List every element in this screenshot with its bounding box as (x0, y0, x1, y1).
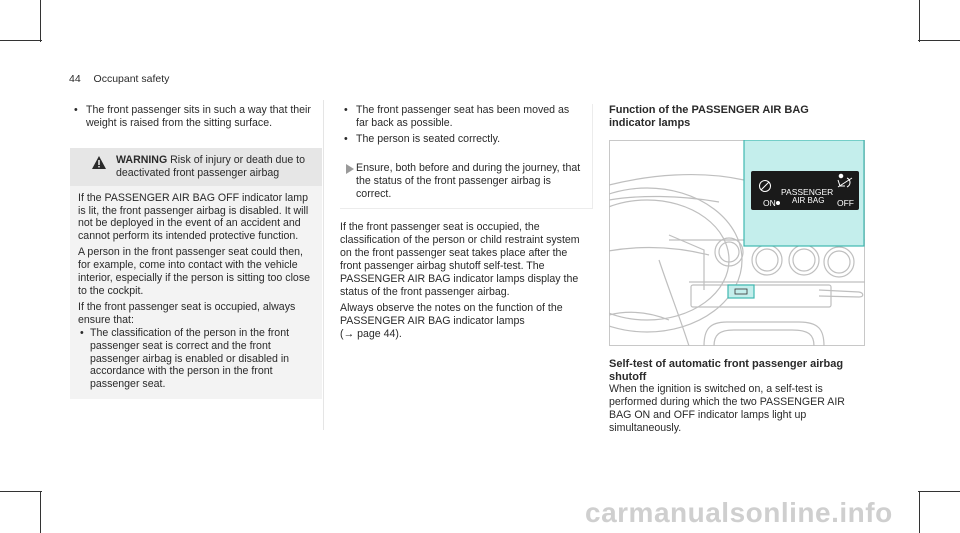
page-number: 44 (69, 73, 81, 85)
warning-icon (92, 156, 106, 169)
section-title: Occupant safety (93, 73, 170, 85)
on-label: ON (763, 198, 776, 208)
column-3 (609, 104, 869, 129)
step-arrow-icon (346, 164, 354, 174)
dashboard-figure (609, 140, 865, 346)
list-item: • The front passenger seat has been moved as far back as possible. (340, 104, 582, 130)
crop-mark (919, 0, 920, 42)
warning-title: Risk of injury or death due to deactivated front passenger airbag (116, 153, 306, 179)
crop-mark (40, 491, 41, 533)
airbag-label: AIR BAG (792, 196, 825, 205)
list-box (340, 104, 593, 209)
column-divider (323, 100, 324, 430)
paragraph: Always observe the notes on the function of the PASSENGER AIR BAG indicator lamps (→ page 44). (340, 301, 563, 340)
page-header (69, 73, 169, 85)
warning-paragraph: A person in the front passenger seat could then, for example, come into contact with the vehicle interior, especially if the person is sitting too close to the cockpit. (78, 246, 311, 297)
list-item: • The front passenger sits in such a way that their weight is raised from the sitting surface. (70, 104, 311, 130)
watermark: carmanualsonline.info (585, 497, 893, 528)
step-item: Ensure, both before and during the journey, that the status of the front passenger airbag is correct. (340, 162, 582, 201)
crop-mark (0, 40, 42, 41)
crop-mark (918, 491, 960, 492)
crop-mark (0, 491, 42, 492)
warning-paragraph: If the front passenger seat is occupied, always ensure that: (78, 300, 296, 326)
list-item: • The person is seated correctly. (340, 133, 582, 146)
column-2 (340, 104, 595, 344)
crop-mark (918, 40, 960, 41)
indicator-location (728, 285, 754, 298)
section-heading: Function of the PASSENGER AIR BAG indicator lamps (609, 104, 809, 129)
warning-box (70, 148, 322, 399)
warning-header (70, 148, 322, 186)
passenger-label: PASSENGER (781, 187, 834, 197)
warning-label: WARNING (116, 153, 168, 166)
status-dot (776, 201, 780, 205)
crop-mark (40, 0, 41, 42)
paragraph: When the ignition is switched on, a self-test is performed during which the two PASSENGER AIR BAG ON and OFF indicator lamps light up simultaneously. (609, 383, 845, 434)
warning-body (70, 186, 322, 400)
section-heading: Self-test of automatic front passenger airbag shutoff (609, 358, 844, 383)
warning-paragraph: If the PASSENGER AIR BAG OFF indicator lamp is lit, the front passenger airbag is disabled. It will not be deployed in the event of an accident and cannot perform its intended protective function. (78, 191, 309, 243)
column-1 (70, 104, 315, 399)
off-label: OFF (837, 198, 854, 208)
paragraph: If the front passenger seat is occupied, the classification of the person or child restraint system on the front passenger seat takes place after the front passenger airbag shutoff self-test. The PASSENGER AIR BAG indicator lamps display the status of the front passenger airbag. (340, 221, 580, 298)
crop-mark (919, 491, 920, 533)
list-item: • The classification of the person in the front passenger seat is correct and the front passenger airbag is enabled or disabled in accordance with the person in the front passenger seat. (78, 327, 314, 392)
column-3-lower (609, 358, 869, 435)
page-reference: (→ page 44). (340, 327, 402, 340)
